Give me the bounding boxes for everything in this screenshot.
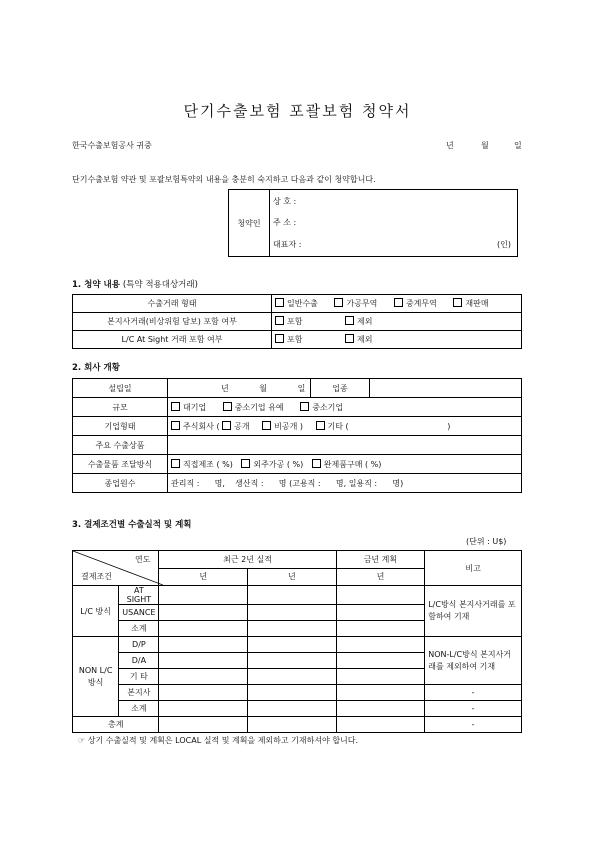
recipient: 한국수출보험공사 귀중 <box>72 141 152 150</box>
opt-exclude[interactable]: 제외 <box>345 317 372 326</box>
nonlc-remark: NON-L/C방식 본지사거래를 제외하여 기재 <box>425 637 522 685</box>
value-cell[interactable] <box>336 586 425 605</box>
row-label: D/A <box>119 653 159 669</box>
industry-label: 업종 <box>311 379 370 398</box>
checkbox-icon <box>453 298 462 307</box>
checkbox-icon <box>275 334 284 343</box>
established-field[interactable]: 년 월 일 <box>168 379 311 398</box>
opt-resale[interactable]: 재판매 <box>453 299 488 308</box>
section2-table <box>72 378 522 493</box>
other-close: ) <box>447 421 451 431</box>
row-label: AT SIGHT <box>119 586 159 605</box>
value-cell[interactable] <box>248 685 337 701</box>
opt-exclude[interactable]: 제외 <box>345 335 372 344</box>
value-cell[interactable] <box>248 586 337 605</box>
header-year1: 년 <box>159 568 248 586</box>
checkbox-icon <box>316 421 325 430</box>
section2-heading: 2. 회사 개황 <box>72 363 120 373</box>
company-type-label: 기업형태 <box>73 417 168 436</box>
header-year2: 년 <box>248 568 337 586</box>
section1-title: 1. 청약 내용 <box>72 280 120 290</box>
unit-note: (단위 : U$) <box>466 537 507 546</box>
opt-large[interactable]: 대기업 <box>171 403 206 412</box>
products-field[interactable] <box>168 436 522 455</box>
checkbox-icon <box>222 421 231 430</box>
intro-text: 단기수출보험 약관 및 포괄보험특약의 내용을 충분히 숙지하고 다음과 같이 청약합니다. <box>72 175 376 184</box>
section3-heading: 3. 결제조건별 수출실적 및 계획 <box>72 520 192 530</box>
rep-field[interactable] <box>270 234 518 257</box>
value-cell[interactable] <box>336 637 425 653</box>
checkbox-icon <box>345 334 354 343</box>
section3-table <box>72 550 522 733</box>
value-cell[interactable] <box>336 701 425 717</box>
opt-other[interactable]: 기타 ( <box>316 422 349 431</box>
procure-label: 수출물품 조달방식 <box>73 455 168 474</box>
row-label: 본지사 <box>119 685 159 701</box>
footnote <box>78 735 358 746</box>
value-cell[interactable] <box>159 621 248 637</box>
row-label: 소계 <box>119 621 159 637</box>
opt-sme[interactable]: 중소기업 <box>300 403 343 412</box>
value-cell[interactable] <box>159 653 248 669</box>
pointing-hand-icon: ☞ <box>78 736 86 745</box>
lc-sight-label: L/C At Sight 거래 포함 여부 <box>73 331 272 349</box>
lc-remark: L/C방식 본지사거래를 포함하여 기재 <box>425 586 522 637</box>
section1-note: (특약 적용대상거래) <box>122 280 198 290</box>
header-recent: 최근 2년 실적 <box>159 551 336 569</box>
staff-field[interactable]: 관리직 : 명, 생산직 : 명 (고용직 : 명, 일용직 : 명) <box>168 474 522 493</box>
checkbox-icon <box>171 459 180 468</box>
checkbox-icon <box>312 459 321 468</box>
opt-public[interactable]: 공개 <box>222 422 249 431</box>
checkbox-icon <box>334 298 343 307</box>
value-cell[interactable] <box>159 605 248 621</box>
address-field[interactable]: 주 소 : <box>270 212 518 234</box>
trade-type-options <box>272 295 522 313</box>
checkbox-icon <box>262 421 271 430</box>
header-plan: 금년 계획 <box>336 551 425 569</box>
size-options <box>168 398 522 417</box>
value-cell[interactable] <box>248 621 337 637</box>
value-cell[interactable] <box>248 605 337 621</box>
row-label: 소계 <box>119 701 159 717</box>
opt-intermediary[interactable]: 중계무역 <box>394 299 437 308</box>
row-label: USANCE <box>119 605 159 621</box>
value-cell[interactable] <box>159 717 248 733</box>
value-cell[interactable] <box>248 717 337 733</box>
section1-heading <box>72 278 198 290</box>
opt-private[interactable]: 비공개 ) <box>262 422 303 431</box>
checkbox-icon <box>171 402 180 411</box>
trade-type-label: 수출거래 형태 <box>73 295 272 313</box>
nonlc-group-label: NON L/C 방식 <box>73 637 119 717</box>
section1-table <box>72 294 522 349</box>
company-type-options <box>168 417 522 436</box>
value-cell[interactable] <box>159 685 248 701</box>
date-day: 일 <box>514 141 522 150</box>
checkbox-icon <box>275 298 284 307</box>
established-label: 설립일 <box>73 379 168 398</box>
checkbox-icon <box>394 298 403 307</box>
value-cell[interactable] <box>248 637 337 653</box>
value-cell[interactable] <box>159 586 248 605</box>
staff-label: 종업원수 <box>73 474 168 493</box>
trade-name-field[interactable]: 상 호 : <box>270 190 518 213</box>
header-diagonal-cell <box>73 551 159 586</box>
value-cell[interactable] <box>336 669 425 685</box>
date-month: 월 <box>481 141 489 150</box>
opt-sme-grace[interactable]: 중소기업 유예 <box>223 403 284 412</box>
applicant-box <box>228 189 518 257</box>
value-cell[interactable] <box>159 669 248 685</box>
row-label: D/P <box>119 637 159 653</box>
checkbox-icon <box>223 402 232 411</box>
opt-purchase[interactable]: 완제품구매 ( %) <box>312 460 382 469</box>
industry-field[interactable] <box>370 379 522 398</box>
value-cell[interactable] <box>248 701 337 717</box>
size-label: 규모 <box>73 398 168 417</box>
procure-options <box>168 455 522 474</box>
opt-general[interactable]: 일반수출 <box>275 299 318 308</box>
header-year3: 년 <box>336 568 425 586</box>
products-label: 주요 수출상품 <box>73 436 168 455</box>
opt-direct[interactable]: 직접제조 ( %) <box>171 460 233 469</box>
footnote-text: 상기 수출실적 및 계획은 LOCAL 실적 및 계획을 제외하고 기재하셔야 합니다. <box>87 736 359 745</box>
rep-label: 대표자 : <box>273 240 302 250</box>
value-cell[interactable] <box>336 717 425 733</box>
form-title: 단기수출보험 포괄보험 청약서 <box>183 102 412 120</box>
value-cell[interactable] <box>336 605 425 621</box>
checkbox-icon <box>275 316 284 325</box>
opt-include[interactable]: 포함 <box>275 317 302 326</box>
branch-trade-options <box>272 313 522 331</box>
remark-dash: - <box>425 717 522 733</box>
header-cond: 결제조건 <box>81 572 112 581</box>
value-cell[interactable] <box>336 685 425 701</box>
total-label: 총계 <box>73 717 159 733</box>
checkbox-icon <box>171 421 180 430</box>
applicant-label: 청약인 <box>229 190 270 257</box>
value-cell[interactable] <box>159 701 248 717</box>
value-cell[interactable] <box>248 653 337 669</box>
value-cell[interactable] <box>159 637 248 653</box>
lc-sight-options <box>272 331 522 349</box>
opt-corp[interactable]: 주식회사 ( <box>171 422 222 431</box>
opt-outsource[interactable]: 외주가공 ( %) <box>241 460 303 469</box>
value-cell[interactable] <box>336 621 425 637</box>
date-year: 년 <box>446 141 454 150</box>
opt-processing[interactable]: 가공무역 <box>334 299 377 308</box>
value-cell[interactable] <box>336 653 425 669</box>
lc-group-label: L/C 방식 <box>73 586 119 637</box>
seal-mark: (인) <box>497 240 511 250</box>
row-label: 기 타 <box>119 669 159 685</box>
header-remark: 비고 <box>425 551 522 586</box>
header-year: 연도 <box>135 555 151 564</box>
checkbox-icon <box>300 402 309 411</box>
checkbox-icon <box>241 459 250 468</box>
opt-include[interactable]: 포함 <box>275 335 302 344</box>
remark-dash: - <box>425 685 522 701</box>
checkbox-icon <box>345 316 354 325</box>
remark-dash: - <box>425 701 522 717</box>
value-cell[interactable] <box>248 669 337 685</box>
branch-trade-label: 본지사거래(비상위험 담보) 포함 여부 <box>73 313 272 331</box>
